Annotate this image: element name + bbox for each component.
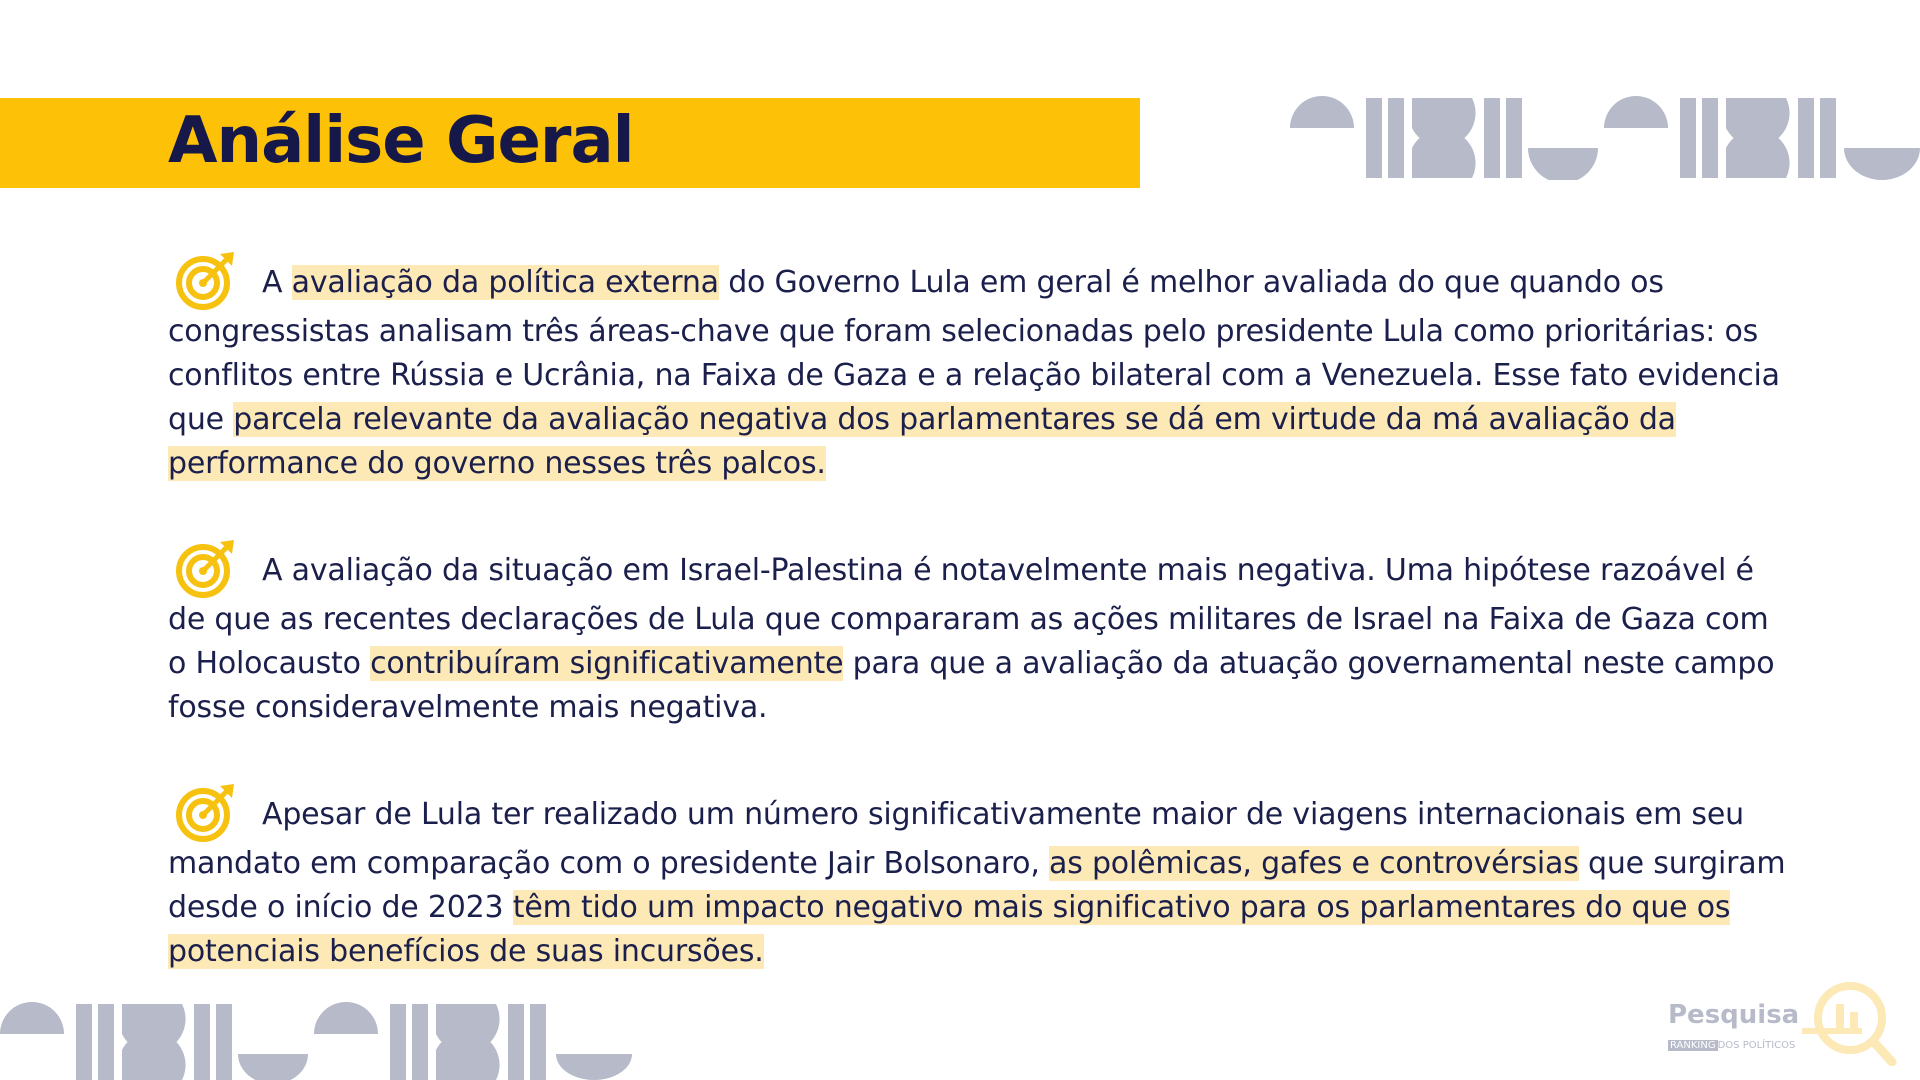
paragraph-1-text-2: do Governo Lula em geral é melhor avaliada do que quando os congressistas analisam três áreas-chave que foram selecionadas pelo presidente Lula como prioritárias: os conflitos entre Rússia e Ucrânia, na Faixa de Gaza e a relação bilateral com a Venezuela. Esse fato evidencia que <box>168 265 1780 437</box>
decorative-shapes-bottom <box>0 1000 632 1080</box>
paragraph-1 <box>168 250 1788 486</box>
page-title: Análise Geral <box>168 104 634 178</box>
brand-logo <box>1664 976 1904 1066</box>
brand-sub-text: DOS POLÍTICOS <box>1717 1040 1796 1051</box>
paragraph-1-highlight-2: parcela relevante da avaliação negativa dos parlamentares se dá em virtude da má avaliação da performance do governo nesses três palcos. <box>168 402 1676 481</box>
brand-tag: RANKING <box>1670 1040 1716 1051</box>
paragraph-3-text-1: Apesar de Lula ter realizado um número significativamente maior de viagens internacionais em seu mandato em comparação com o presidente Jair Bolsonaro, <box>168 797 1744 881</box>
paragraph-3-highlight-2: têm tido um impacto negativo mais significativo para os parlamentares do que os potenciais benefícios de suas incursões. <box>168 890 1731 969</box>
brand-subtitle <box>1668 1040 1795 1051</box>
paragraph-2-text-1: A avaliação da situação em Israel-Palestina é notavelmente mais negativa. Uma hipótese razoável é de que as recentes declarações de Lula que compararam as ações militares de Israel na Faixa de Gaza com o Holocausto <box>168 553 1769 681</box>
paragraph-2-highlight-1: contribuíram significativamente <box>370 646 844 681</box>
decorative-shapes-top <box>1288 94 1920 180</box>
target-icon <box>176 538 236 598</box>
target-icon <box>176 782 236 842</box>
paragraph-1-text-1: A <box>262 265 292 300</box>
paragraph-2 <box>168 538 1788 730</box>
magnifier-chart-icon <box>1800 976 1900 1066</box>
brand-name: Pesquisa <box>1668 1000 1800 1030</box>
paragraph-2-text-2: para que a avaliação da atuação governamental neste campo fosse consideravelmente mais negativa. <box>168 646 1775 725</box>
paragraph-3-text-2: que surgiram desde o início de 2023 <box>168 846 1786 925</box>
paragraph-3-highlight-1: as polêmicas, gafes e controvérsias <box>1049 846 1579 881</box>
paragraph-1-highlight-1: avaliação da política externa <box>291 265 719 300</box>
paragraph-3 <box>168 782 1788 974</box>
target-icon <box>176 250 236 310</box>
